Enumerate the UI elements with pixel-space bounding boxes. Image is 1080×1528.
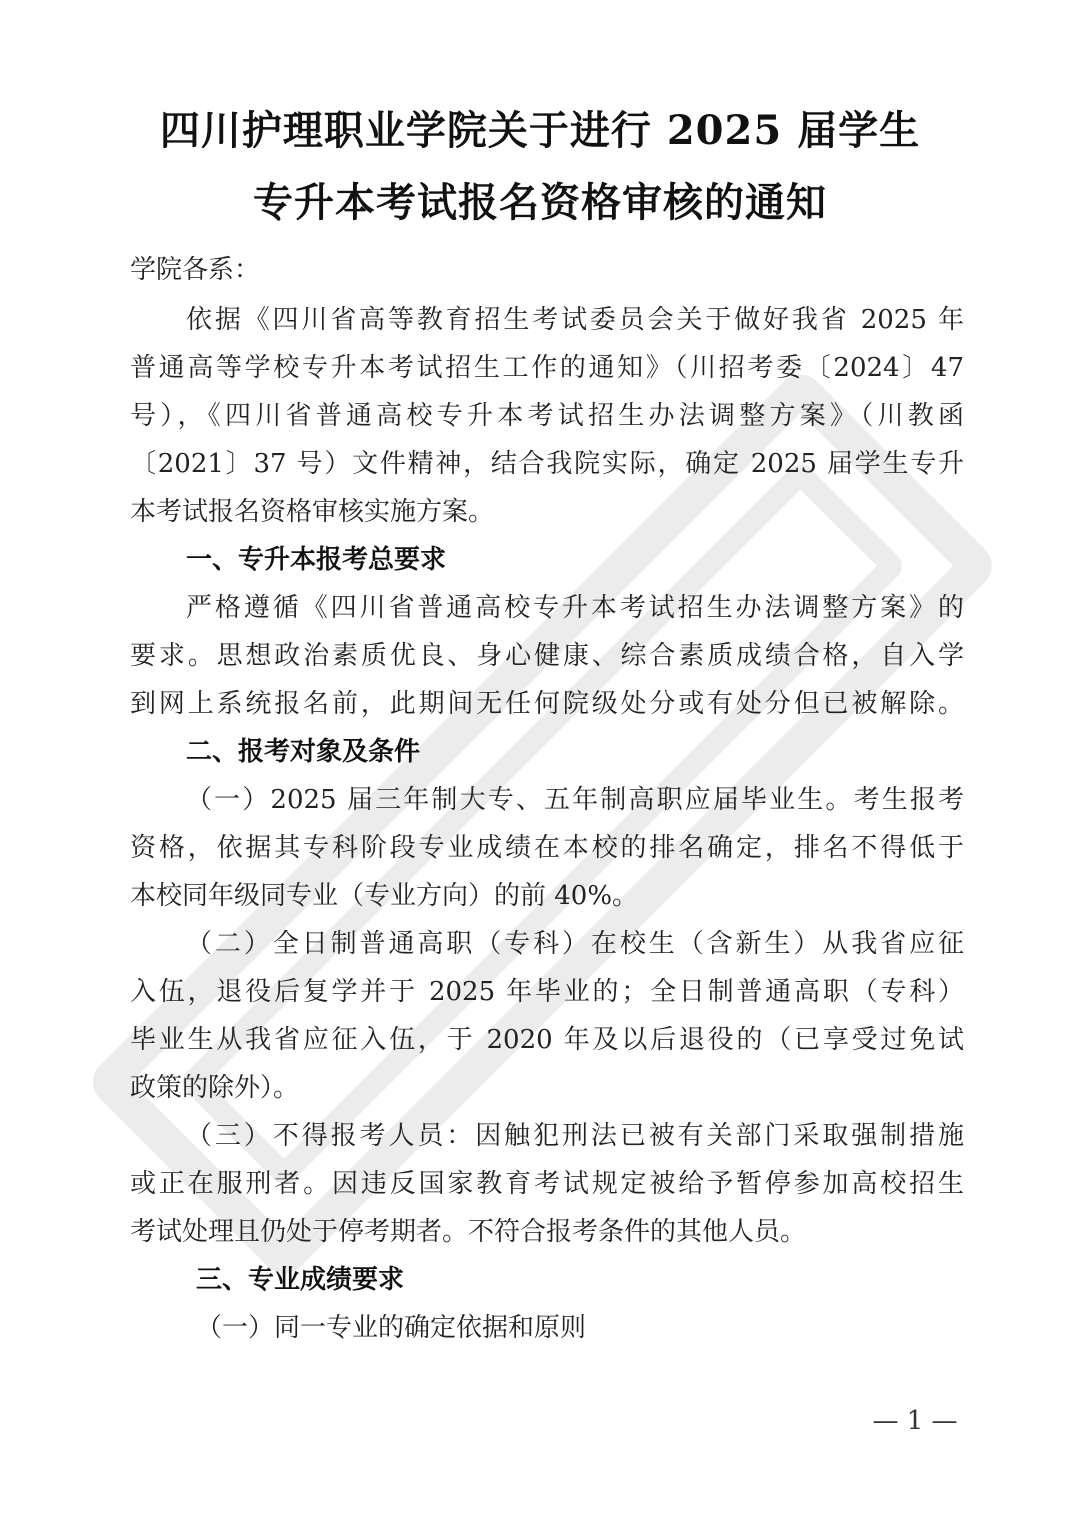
salutation: 学院各系： [130,255,261,285]
section1-line: 要求。思想政治素质优良、身心健康、综合素质成绩合格，自入学 [130,641,964,671]
section1-line: 严格遵循《四川省普通高校专升本考试招生办法调整方案》的 [186,593,964,623]
section-heading-1: 一、专升本报考总要求 [186,545,447,575]
intro-line: 〔2021〕37 号）文件精神，结合我院实际，确定 2025 届学生专升 [130,449,964,479]
section2-item1-line: （一）2025 届三年制大专、五年制高职应届毕业生。考生报考 [186,785,964,815]
page-number: — 1 — [872,1406,958,1436]
section3-subheading: （一）同一专业的确定依据和原则 [196,1313,587,1343]
section-heading-2: 二、报考对象及条件 [186,737,421,767]
intro-line: 号），《四川省普通高校专升本考试招生办法调整方案》（川教函 [130,401,964,431]
intro-line: 依据《四川省高等教育招生考试委员会关于做好我省 2025 年 [186,305,964,335]
intro-line: 普通高等学校专升本考试招生工作的通知》（川招考委〔2024〕47 [130,353,964,383]
document-title-line-2: 专升本考试报名资格审核的通知 [253,179,827,226]
section2-item3-line: 考试处理且仍处于停考期者。不符合报考条件的其他人员。 [130,1217,807,1247]
section2-item2-line: 毕业生从我省应征入伍，于 2020 年及以后退役的（已享受过免试 [130,1025,964,1055]
section2-item3-line: （三）不得报考人员：因触犯刑法已被有关部门采取强制措施 [186,1121,964,1151]
section2-item3-line: 或正在服刑者。因违反国家教育考试规定被给予暂停参加高校招生 [130,1169,964,1199]
section2-item2-line: （二）全日制普通高职（专科）在校生（含新生）从我省应征 [186,929,964,959]
section-heading-3: 三、专业成绩要求 [196,1265,405,1295]
section2-item2-line: 入伍，退役后复学并于 2025 年毕业的；全日制普通高职（专科） [130,977,964,1007]
section1-line: 到网上系统报名前，此期间无任何院级处分或有处分但已被解除。 [130,689,964,719]
intro-line: 本考试报名资格审核实施方案。 [130,497,495,527]
document-title-line-1: 四川护理职业学院关于进行 2025 届学生 [159,107,921,154]
section2-item2-line: 政策的除外）。 [130,1073,300,1103]
section2-item1-line: 资格，依据其专科阶段专业成绩在本校的排名确定，排名不得低于 [130,833,964,863]
section2-item1-line: 本校同年级同专业（专业方向）的前 40%。 [130,881,639,911]
